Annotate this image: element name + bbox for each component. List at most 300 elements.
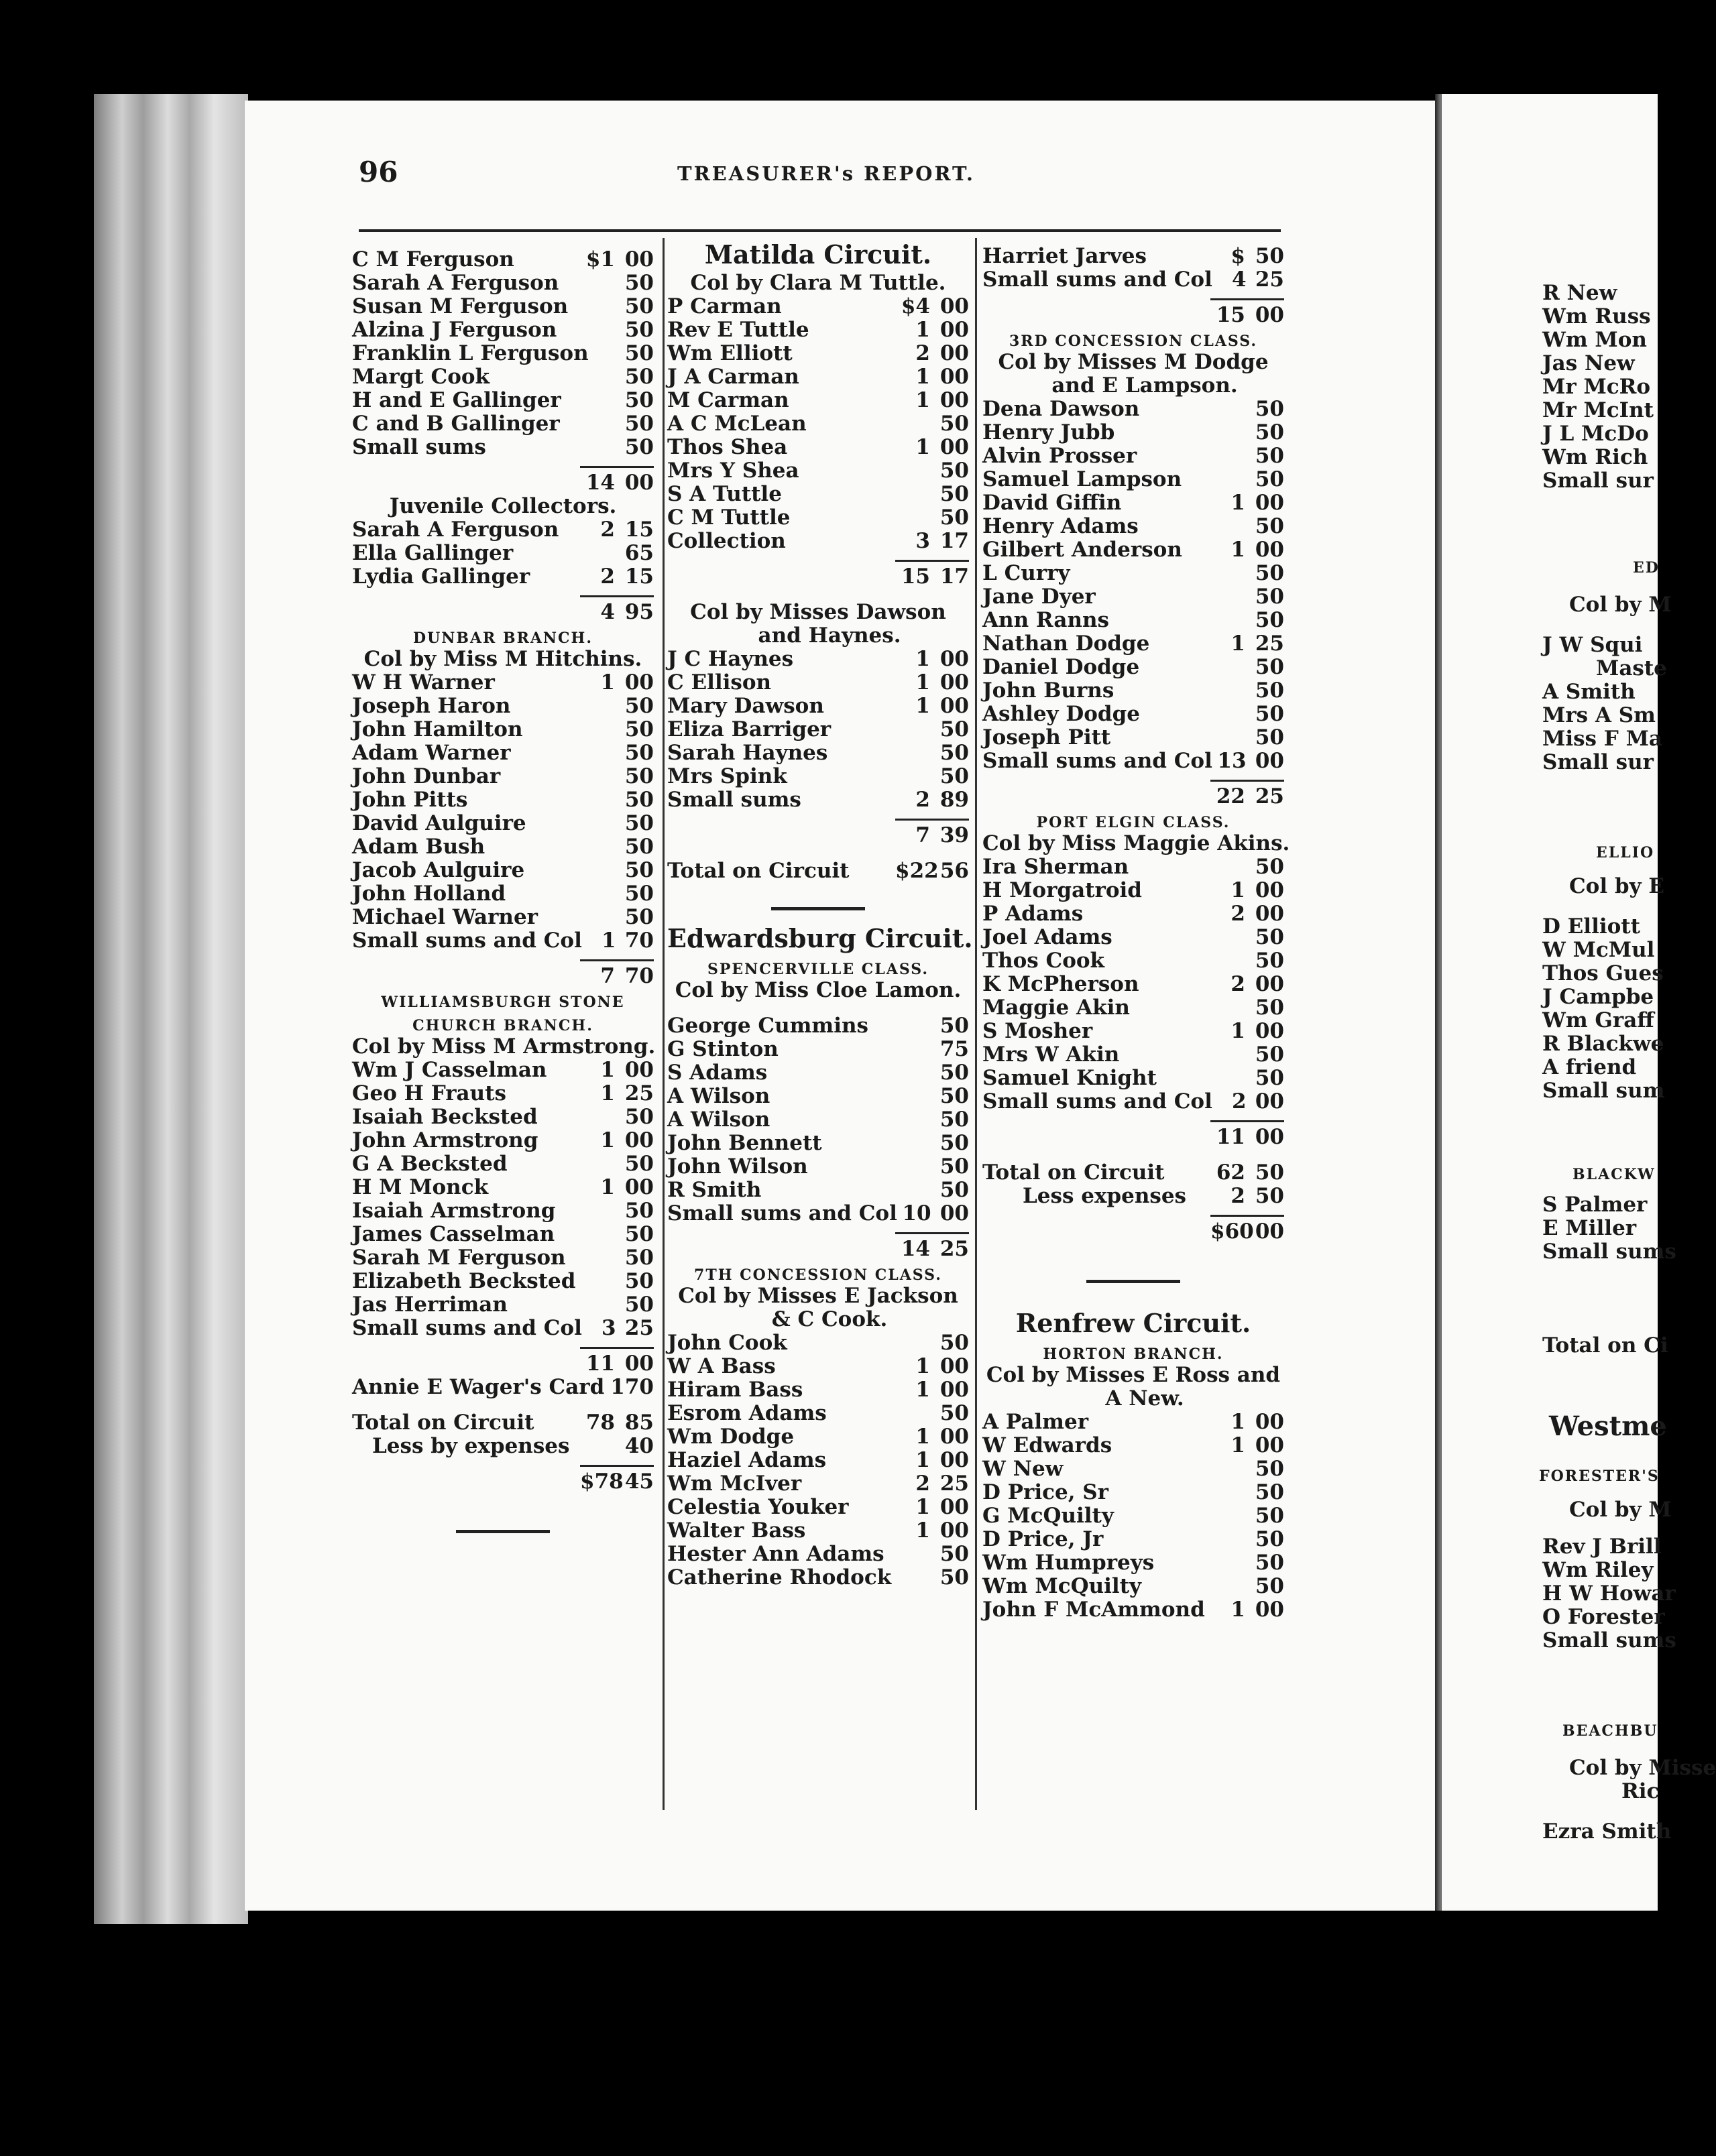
matilda-title: Matilda Circuit. xyxy=(704,239,932,270)
donor-name: Thos Cook xyxy=(982,949,1105,973)
ledger-row xyxy=(667,671,969,695)
sum-rule xyxy=(667,1225,969,1238)
amount-cents: 50 xyxy=(1255,1504,1284,1528)
donor-name: H and E Gallinger xyxy=(352,388,561,412)
donor-name: Nathan Dodge xyxy=(982,632,1150,656)
amount-dollars: 2 xyxy=(600,564,615,589)
amount-cents: 00 xyxy=(624,1128,654,1152)
ledger-row xyxy=(982,421,1284,444)
ledger-row xyxy=(667,1378,969,1402)
column-1 xyxy=(352,248,654,1545)
donor-name: Mrs Spink xyxy=(667,764,787,788)
amount-cents: 50 xyxy=(939,1565,969,1590)
donor-name: Wm Humpreys xyxy=(982,1551,1155,1575)
ledger-row xyxy=(352,835,654,859)
donor-name: Wm Elliott xyxy=(667,341,793,365)
donor-name: A Wilson xyxy=(667,1107,770,1132)
ledger-row xyxy=(982,1528,1284,1551)
right-page-line: Col by M xyxy=(1569,1498,1672,1522)
sum-rule xyxy=(352,1458,654,1470)
ledger-row xyxy=(667,1496,969,1519)
right-page-line: Wm Graff xyxy=(1542,1008,1654,1032)
dawson-list xyxy=(667,648,969,812)
right-page-line: Ric xyxy=(1621,1779,1660,1803)
amount-cents: 00 xyxy=(1255,902,1284,926)
amount-cents: 50 xyxy=(939,1131,969,1155)
seventh-collector: Col by Misses E Jackson & C Cook. xyxy=(678,1284,958,1331)
donor-name: John Wilson xyxy=(667,1154,808,1179)
donor-name: Walter Bass xyxy=(667,1518,806,1543)
ledger-row xyxy=(352,365,654,389)
amount-dollars: $4 xyxy=(901,294,930,318)
ledger-row xyxy=(352,929,654,953)
donor-name: Ella Gallinger xyxy=(352,541,514,565)
ledger-row xyxy=(352,436,654,459)
donor-name: John Cook xyxy=(667,1331,787,1355)
donor-name: S Adams xyxy=(667,1061,768,1085)
amount-cents: 50 xyxy=(1255,1480,1284,1504)
amount-cents: 00 xyxy=(939,341,969,365)
amount-cents: 50 xyxy=(1255,1066,1284,1090)
ledger-row xyxy=(667,788,969,812)
right-page-line: Mr McRo xyxy=(1542,375,1651,399)
amount-dollars: 2 xyxy=(915,788,930,812)
donor-name: Jas Herriman xyxy=(352,1293,508,1317)
ledger-row xyxy=(352,1105,654,1129)
right-page-line: Col by M xyxy=(1569,593,1672,617)
donor-name: Wm McQuilty xyxy=(982,1574,1142,1598)
amount-dollars: 1 xyxy=(600,1058,615,1082)
donor-name: Ira Sherman xyxy=(982,855,1129,879)
donor-name: John Armstrong xyxy=(352,1128,538,1152)
amount-cents: 50 xyxy=(1255,420,1284,444)
amount-cents: 50 xyxy=(939,741,969,765)
amount-cents: 50 xyxy=(939,1154,969,1179)
sum-rule xyxy=(352,459,654,471)
amount-cents: 50 xyxy=(1255,702,1284,726)
right-page-line: E Miller xyxy=(1542,1216,1637,1240)
subtotal-row: 7 70 xyxy=(600,964,654,988)
right-page-line: Wm Mon xyxy=(1542,328,1647,352)
amount-cents: 50 xyxy=(624,764,654,788)
ledger-row xyxy=(352,882,654,906)
spencerville-list xyxy=(667,1014,969,1225)
amount-cents: 50 xyxy=(1255,1042,1284,1067)
donor-name: Maggie Akin xyxy=(982,996,1130,1020)
amount-cents: 50 xyxy=(624,788,654,812)
amount-cents: 50 xyxy=(1255,1457,1284,1481)
subtotal-row: 14 25 xyxy=(901,1237,969,1261)
amount-dollars: 1 xyxy=(1231,878,1245,902)
ledger-row xyxy=(667,365,969,389)
right-page-line: W McMul xyxy=(1542,938,1655,962)
donor-name: Adam Bush xyxy=(352,835,485,859)
donor-name: James Casselman xyxy=(352,1222,555,1246)
ledger-row xyxy=(982,538,1284,562)
amount-cents: 25 xyxy=(624,1316,654,1340)
donor-name: Geo H Frauts xyxy=(352,1081,506,1105)
amount-cents: 50 xyxy=(624,1269,654,1293)
donor-name: Ann Ranns xyxy=(982,608,1110,632)
donor-name: Esrom Adams xyxy=(667,1401,827,1425)
sum-rule xyxy=(982,1114,1284,1126)
donor-name: Mrs W Akin xyxy=(982,1042,1120,1067)
right-page-line: ELLIO xyxy=(1596,844,1655,861)
amount-dollars: 3 xyxy=(601,1316,616,1340)
subtotal-row: 22 25 xyxy=(1216,784,1284,808)
ledger-row xyxy=(667,1061,969,1085)
wager-card-row: Annie E Wager's Card 1 70 xyxy=(352,1375,654,1399)
donor-name: W H Warner xyxy=(352,670,495,695)
donor-name: A Wilson xyxy=(667,1084,770,1108)
donor-name: Isaiah Armstrong xyxy=(352,1199,556,1223)
ledger-row xyxy=(352,695,654,718)
right-page-line: Rev J Brill xyxy=(1542,1535,1662,1559)
amount-cents: 25 xyxy=(624,1081,654,1105)
williamsburgh-list xyxy=(352,1059,654,1340)
net-total-row: $78 45 xyxy=(580,1470,654,1494)
ledger-row xyxy=(982,703,1284,726)
donor-name: R Smith xyxy=(667,1178,762,1202)
right-page-line: Maste xyxy=(1596,656,1667,680)
ledger-row xyxy=(352,318,654,342)
spencerville-collector: Col by Miss Cloe Lamon. xyxy=(675,978,962,1002)
donor-name: Jane Dyer xyxy=(982,585,1096,609)
amount-cents: 65 xyxy=(624,541,654,565)
amount-cents: 15 xyxy=(624,518,654,542)
ledger-row xyxy=(982,1551,1284,1575)
section-divider xyxy=(667,895,969,922)
donor-name: Henry Jubb xyxy=(982,420,1115,444)
ledger-row xyxy=(982,609,1284,632)
donor-name: John Hamilton xyxy=(352,717,523,741)
ledger-row xyxy=(982,973,1284,996)
ledger-row xyxy=(667,648,969,671)
sum-rule xyxy=(667,812,969,824)
right-page-line: Col by Misse xyxy=(1569,1756,1716,1780)
section-divider xyxy=(352,1518,654,1545)
donor-name: J C Haynes xyxy=(667,647,794,671)
right-page-line: R New xyxy=(1542,281,1617,305)
amount-dollars: 1 xyxy=(1231,1410,1245,1434)
williamsburgh-heading-2: CHURCH BRANCH. xyxy=(412,1017,593,1034)
subtotal-row: 7 39 xyxy=(915,823,969,847)
ledger-row xyxy=(667,1038,969,1061)
donor-name: Small sums and Col xyxy=(667,1201,897,1225)
amount-cents: 50 xyxy=(1255,514,1284,538)
amount-cents: 00 xyxy=(1255,878,1284,902)
donor-name: Margt Cook xyxy=(352,365,490,389)
donor-name: Sarah A Ferguson xyxy=(352,518,559,542)
amount-cents: 50 xyxy=(1255,244,1284,268)
ledger-row xyxy=(982,1457,1284,1481)
donor-name: C and B Gallinger xyxy=(352,412,560,436)
amount-cents: 50 xyxy=(1255,655,1284,679)
donor-name: Catherine Rhodock xyxy=(667,1565,892,1590)
donor-name: John F McAmmond xyxy=(982,1598,1205,1622)
amount-dollars: $1 xyxy=(585,247,615,272)
ledger-row xyxy=(982,515,1284,538)
right-page-line: BLACKW xyxy=(1572,1166,1656,1183)
ledger-row xyxy=(982,562,1284,585)
right-page-line: Jas New xyxy=(1542,351,1635,375)
juvenile-heading: Juvenile Collectors. xyxy=(389,494,617,518)
donor-name: Eliza Barriger xyxy=(667,717,832,741)
right-page-line: S Palmer xyxy=(1542,1193,1648,1217)
ledger-row xyxy=(352,565,654,589)
amount-dollars: 1 xyxy=(1231,1019,1245,1043)
amount-cents: 50 xyxy=(624,694,654,718)
donor-name: Hiram Bass xyxy=(667,1378,803,1402)
ledger-row xyxy=(667,295,969,318)
third-concession-heading: 3RD CONCESSION CLASS. xyxy=(1009,333,1258,350)
ledger-row xyxy=(352,518,654,542)
amount-cents: 15 xyxy=(624,564,654,589)
amount-dollars: 13 xyxy=(1217,749,1247,773)
right-page-line: A friend xyxy=(1542,1055,1637,1079)
amount-cents: 50 xyxy=(1255,1574,1284,1598)
donor-name: Gilbert Anderson xyxy=(982,538,1182,562)
amount-dollars: 2 xyxy=(915,1472,930,1496)
donor-name: C Ellison xyxy=(667,670,772,695)
amount-cents: 00 xyxy=(939,647,969,671)
amount-dollars: 2 xyxy=(600,518,615,542)
right-page-line: Thos Gues xyxy=(1542,961,1664,985)
ledger-row xyxy=(667,1355,969,1378)
amount-cents: 25 xyxy=(1255,632,1284,656)
donor-name: Samuel Lampson xyxy=(982,467,1182,491)
amount-dollars: 1 xyxy=(915,694,930,718)
amount-dollars: 1 xyxy=(1231,1598,1245,1622)
ledger-row xyxy=(667,342,969,365)
donor-name: A Palmer xyxy=(982,1410,1089,1434)
right-page-line: H W Howar xyxy=(1542,1581,1676,1606)
ledger-row xyxy=(667,1155,969,1179)
sum-rule xyxy=(982,292,1284,304)
donor-name: Celestia Youker xyxy=(667,1495,849,1519)
column-divider-1 xyxy=(663,238,665,1810)
ledger-row xyxy=(667,1402,969,1425)
donor-name: Ashley Dodge xyxy=(982,702,1140,726)
ledger-row xyxy=(667,483,969,506)
ledger-row xyxy=(982,1598,1284,1622)
juvenile-list xyxy=(352,518,654,589)
amount-dollars: 1 xyxy=(915,647,930,671)
ledger-row xyxy=(982,879,1284,902)
right-page-line: Miss F Ma xyxy=(1542,727,1662,751)
ledger-row xyxy=(982,585,1284,609)
donor-name: Michael Warner xyxy=(352,905,538,929)
donor-name: P Adams xyxy=(982,902,1084,926)
amount-dollars: 1 xyxy=(915,1448,930,1472)
donor-name: W A Bass xyxy=(667,1354,776,1378)
ledger-row xyxy=(667,1014,969,1038)
ledger-row xyxy=(667,318,969,342)
amount-cents: 89 xyxy=(939,788,969,812)
amount-cents: 00 xyxy=(1255,1019,1284,1043)
ledger-row xyxy=(667,695,969,718)
ledger-row xyxy=(667,1543,969,1566)
amount-cents: 00 xyxy=(939,435,969,459)
right-page-line: J L McDo xyxy=(1542,422,1649,446)
amount-cents: 25 xyxy=(939,1472,969,1496)
third-list xyxy=(982,398,1284,773)
amount-cents: 00 xyxy=(1255,1089,1284,1114)
donor-name: Small sums and Col xyxy=(352,929,582,953)
amount-cents: 00 xyxy=(939,294,969,318)
amount-cents: 50 xyxy=(1255,996,1284,1020)
ledger-row xyxy=(982,902,1284,926)
ledger-row xyxy=(352,859,654,882)
amount-cents: 50 xyxy=(1255,444,1284,468)
donor-name: Lydia Gallinger xyxy=(352,564,530,589)
amount-dollars: 3 xyxy=(915,529,930,553)
amount-cents: 00 xyxy=(939,1495,969,1519)
amount-cents: 00 xyxy=(939,1448,969,1472)
right-page-line: Small sums xyxy=(1542,1628,1676,1653)
amount-cents: 00 xyxy=(1255,972,1284,996)
amount-cents: 00 xyxy=(939,694,969,718)
ledger-row xyxy=(667,436,969,459)
donor-name: Franklin L Ferguson xyxy=(352,341,589,365)
ledger-row xyxy=(352,1270,654,1293)
amount-cents: 50 xyxy=(624,1105,654,1129)
amount-dollars: 1 xyxy=(1231,632,1245,656)
ledger-row xyxy=(352,1223,654,1246)
amount-cents: 50 xyxy=(1255,925,1284,949)
ledger-row xyxy=(982,926,1284,949)
donor-name: G A Becksted xyxy=(352,1152,508,1176)
right-page-line: Small sur xyxy=(1542,750,1654,774)
donor-name: Sarah A Ferguson xyxy=(352,271,559,295)
amount-cents: 50 xyxy=(1255,855,1284,879)
donor-name: G McQuilty xyxy=(982,1504,1114,1528)
amount-cents: 50 xyxy=(624,318,654,342)
ledger-row xyxy=(982,1481,1284,1504)
ledger-row xyxy=(352,1317,654,1340)
amount-cents: 50 xyxy=(939,1014,969,1038)
donor-name: S A Tuttle xyxy=(667,482,782,506)
less-expenses-row: Less by expenses 40 xyxy=(372,1434,654,1458)
ledger-row xyxy=(982,1067,1284,1090)
circuit-total-row: Total on Circuit 78 85 xyxy=(352,1411,654,1435)
donor-name: S Mosher xyxy=(982,1019,1093,1043)
amount-cents: 00 xyxy=(624,247,654,272)
ledger-row xyxy=(982,855,1284,879)
donor-name: D Price, Jr xyxy=(982,1527,1104,1551)
sum-rule xyxy=(667,553,969,565)
donor-name: John Bennett xyxy=(667,1131,822,1155)
donor-name: G Stinton xyxy=(667,1037,779,1061)
ledger-row xyxy=(982,679,1284,703)
ledger-row xyxy=(667,1331,969,1355)
circuit-total-row: Total on Circuit 62 50 xyxy=(982,1160,1284,1185)
donor-name: Alvin Prosser xyxy=(982,444,1137,468)
amount-cents: 50 xyxy=(1255,585,1284,609)
ledger-row xyxy=(667,1449,969,1472)
port-elgin-collector: Col by Miss Maggie Akins. xyxy=(982,831,1290,855)
donor-name: Rev E Tuttle xyxy=(667,318,809,342)
amount-cents: 50 xyxy=(939,1178,969,1202)
amount-cents: 50 xyxy=(939,717,969,741)
donor-name: John Pitts xyxy=(352,788,468,812)
donor-name: Thos Shea xyxy=(667,435,788,459)
right-page-line: ED xyxy=(1633,559,1660,577)
edwardsburg-title: Edwardsburg Circuit. xyxy=(667,923,973,953)
subtotal-row: 15 00 xyxy=(1216,303,1284,327)
amount-cents: 00 xyxy=(624,1058,654,1082)
ledger-row xyxy=(982,444,1284,468)
right-page-line: R Blackwe xyxy=(1542,1032,1664,1056)
subtotal-row: 11 00 xyxy=(585,1352,654,1376)
ledger-row xyxy=(352,1176,654,1199)
donor-name: K McPherson xyxy=(982,972,1139,996)
amount-cents: 00 xyxy=(624,1175,654,1199)
net-total-row: $60 00 xyxy=(1210,1219,1284,1244)
amount-dollars: 1 xyxy=(600,1081,615,1105)
amount-cents: 00 xyxy=(939,388,969,412)
donor-name: Small sums and Col xyxy=(982,749,1212,773)
donor-name: Susan M Ferguson xyxy=(352,294,569,318)
amount-dollars: 2 xyxy=(915,341,930,365)
right-page-line: BEACHBU xyxy=(1562,1722,1658,1740)
amount-cents: 50 xyxy=(1255,678,1284,703)
amount-cents: 00 xyxy=(1255,749,1284,773)
amount-cents: 50 xyxy=(1255,1527,1284,1551)
donor-name: Small sums xyxy=(667,788,801,812)
ledger-row xyxy=(667,1472,969,1496)
amount-dollars: 1 xyxy=(915,1495,930,1519)
amount-dollars: 1 xyxy=(915,365,930,389)
donor-name: Adam Warner xyxy=(352,741,511,765)
dunbar-heading: DUNBAR BRANCH. xyxy=(413,630,593,647)
donor-name: Wm Dodge xyxy=(667,1425,795,1449)
subtotal-row: 15 17 xyxy=(901,564,969,589)
amount-dollars: 1 xyxy=(915,1378,930,1402)
ledger-row xyxy=(352,812,654,835)
ledger-row xyxy=(352,1152,654,1176)
right-page-line: Small sums xyxy=(1542,1240,1676,1264)
ledger-row xyxy=(352,272,654,295)
ledger-row xyxy=(982,491,1284,515)
donor-name: Joseph Haron xyxy=(352,694,511,718)
amount-cents: 00 xyxy=(939,1378,969,1402)
subtotal-row: 14 00 xyxy=(585,471,654,495)
ledger-row xyxy=(982,268,1284,292)
ledger-row xyxy=(667,1085,969,1108)
ledger-row xyxy=(352,389,654,412)
amount-cents: 50 xyxy=(939,1331,969,1355)
donor-name: C M Ferguson xyxy=(352,247,514,272)
donor-name: Small sums and Col xyxy=(352,1316,582,1340)
amount-cents: 50 xyxy=(939,482,969,506)
sum-rule xyxy=(982,1208,1284,1220)
right-page-line: Ezra Smith xyxy=(1542,1819,1672,1844)
column-3 xyxy=(982,244,1290,1622)
amount-cents: 50 xyxy=(1255,725,1284,750)
amount-dollars: 1 xyxy=(915,1425,930,1449)
williamsburgh-collector: Col by Miss M Armstrong. xyxy=(352,1034,656,1059)
ledger-row xyxy=(352,542,654,565)
right-page-line: Wm Riley xyxy=(1542,1558,1654,1582)
right-page-line: O Forester xyxy=(1542,1605,1665,1629)
ledger-row xyxy=(982,726,1284,750)
donor-name: John Holland xyxy=(352,882,506,906)
ledger-row xyxy=(352,741,654,765)
amount-cents: 50 xyxy=(1255,561,1284,585)
amount-dollars: 1 xyxy=(600,1128,615,1152)
amount-cents: 75 xyxy=(939,1037,969,1061)
